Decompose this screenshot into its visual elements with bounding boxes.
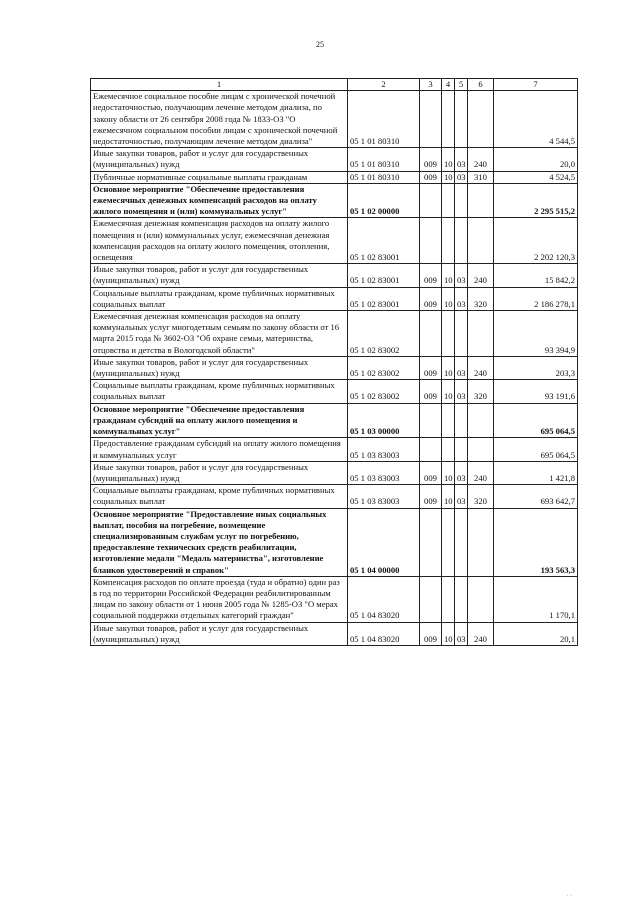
- grbs-cell: 009: [420, 380, 442, 403]
- table-row: [91, 622, 578, 645]
- expense-type-cell: 240: [468, 356, 494, 379]
- section-cell: [442, 91, 455, 148]
- grbs-cell: [420, 311, 442, 357]
- grbs-cell: 009: [420, 171, 442, 183]
- section-cell: [442, 218, 455, 264]
- table-row-main-activity: [91, 403, 578, 438]
- expense-type-cell: 240: [468, 461, 494, 484]
- table-row: [91, 438, 578, 461]
- target-article-cell: 05 1 01 80310: [348, 171, 420, 183]
- amount-cell: 4 524,5: [494, 171, 578, 183]
- target-article-cell: 05 1 04 00000: [348, 508, 420, 576]
- target-article-cell: 05 1 02 83002: [348, 356, 420, 379]
- target-article-cell: 05 1 03 83003: [348, 485, 420, 508]
- row-name-cell: Компенсация расходов по оплате проезда (туда и обратно) один раз в год по территории Российской Федерации реабилитированным лицам по закону области от 1 июня 2005 года № 1285-ОЗ "О мерах социальной поддержки отдельных категорий граждан": [91, 576, 348, 622]
- table-row: [91, 264, 578, 287]
- table-row: [91, 311, 578, 357]
- row-name-cell: Социальные выплаты гражданам, кроме публичных нормативных социальных выплат: [91, 380, 348, 403]
- row-name-cell: Основное мероприятие "Обеспечение предоставления гражданам субсидий на оплату жилого помещения и коммунальных услуг": [91, 403, 348, 438]
- row-name-cell: Иные закупки товаров, работ и услуг для государственных (муниципальных) нужд: [91, 264, 348, 287]
- amount-cell: 2 295 515,2: [494, 183, 578, 218]
- row-name-cell: Социальные выплаты гражданам, кроме публичных нормативных социальных выплат: [91, 287, 348, 310]
- row-name-cell: Ежемесячное социальное пособие лицам с хронической почечной недостаточностью, получающим лечение методом диализа, по закону области от 26 сентября 2008 года № 1833-ОЗ "О ежемесячном социальном пособии лицам с хронической почечной недостаточностью, получающим лечение методом диализа": [91, 91, 348, 148]
- grbs-cell: 009: [420, 356, 442, 379]
- table-row: [91, 91, 578, 148]
- row-name-cell: Иные закупки товаров, работ и услуг для государственных (муниципальных) нужд: [91, 461, 348, 484]
- column-header: 5: [455, 79, 468, 91]
- table-row: [91, 461, 578, 484]
- table-row: [91, 380, 578, 403]
- amount-cell: 93 191,6: [494, 380, 578, 403]
- amount-cell: 695 064,5: [494, 403, 578, 438]
- grbs-cell: [420, 438, 442, 461]
- section-cell: 10: [442, 287, 455, 310]
- column-header: 3: [420, 79, 442, 91]
- table-row: [91, 148, 578, 171]
- column-header: 7: [494, 79, 578, 91]
- expense-type-cell: 240: [468, 148, 494, 171]
- section-cell: 10: [442, 380, 455, 403]
- table-row: [91, 576, 578, 622]
- column-header: 2: [348, 79, 420, 91]
- target-article-cell: 05 1 04 83020: [348, 622, 420, 645]
- target-article-cell: 05 1 03 83003: [348, 438, 420, 461]
- section-cell: 10: [442, 485, 455, 508]
- amount-cell: 20,1: [494, 622, 578, 645]
- grbs-cell: 009: [420, 485, 442, 508]
- subsection-cell: 03: [455, 622, 468, 645]
- subsection-cell: [455, 403, 468, 438]
- target-article-cell: 05 1 01 80310: [348, 91, 420, 148]
- row-name-cell: Публичные нормативные социальные выплаты гражданам: [91, 171, 348, 183]
- subsection-cell: [455, 183, 468, 218]
- table-row: [91, 287, 578, 310]
- target-article-cell: 05 1 01 80310: [348, 148, 420, 171]
- expense-type-cell: [468, 403, 494, 438]
- table-row: [91, 171, 578, 183]
- expense-type-cell: 240: [468, 622, 494, 645]
- row-name-cell: Иные закупки товаров, работ и услуг для государственных (муниципальных) нужд: [91, 148, 348, 171]
- amount-cell: 93 394,9: [494, 311, 578, 357]
- target-article-cell: 05 1 04 83020: [348, 576, 420, 622]
- row-name-cell: Ежемесячная денежная компенсация расходов на оплату жилого помещения и (или) коммунальных услуг, ежемесячная денежная компенсация расходов на оплату жилого помещения, отопления, освещения: [91, 218, 348, 264]
- target-article-cell: 05 1 02 00000: [348, 183, 420, 218]
- row-name-cell: Иные закупки товаров, работ и услуг для государственных (муниципальных) нужд: [91, 622, 348, 645]
- amount-cell: 695 064,5: [494, 438, 578, 461]
- grbs-cell: 009: [420, 461, 442, 484]
- section-cell: 10: [442, 622, 455, 645]
- amount-cell: 15 842,2: [494, 264, 578, 287]
- row-name-cell: Основное мероприятие "Обеспечение предоставления ежемесячных денежных компенсаций расходов на оплату жилого помещения и (или) коммунальных услуг": [91, 183, 348, 218]
- amount-cell: 20,0: [494, 148, 578, 171]
- subsection-cell: [455, 576, 468, 622]
- section-cell: [442, 311, 455, 357]
- row-name-cell: Основное мероприятие "Предоставление иных социальных выплат, пособия на погребение, возмещение специализированным службам услуг по погребению, предоставление технических средств реабилитации, изготовление медали "Медаль материнства", изготовление бланков удостоверений и справок": [91, 508, 348, 576]
- section-cell: [442, 576, 455, 622]
- expense-type-cell: [468, 91, 494, 148]
- target-article-cell: 05 1 02 83001: [348, 287, 420, 310]
- table-row-main-activity: [91, 508, 578, 576]
- row-name-cell: Ежемесячная денежная компенсация расходов на оплату коммунальных услуг многодетным семьям по закону области от 16 марта 2015 года № 3602-ОЗ "Об охране семьи, материнства, отцовства и детства в Вологодской области": [91, 311, 348, 357]
- section-cell: 10: [442, 356, 455, 379]
- subsection-cell: [455, 91, 468, 148]
- page-number: 25: [316, 40, 324, 49]
- grbs-cell: [420, 218, 442, 264]
- section-cell: [442, 508, 455, 576]
- amount-cell: 2 186 278,1: [494, 287, 578, 310]
- row-name-cell: Иные закупки товаров, работ и услуг для государственных (муниципальных) нужд: [91, 356, 348, 379]
- subsection-cell: 03: [455, 148, 468, 171]
- expense-type-cell: [468, 311, 494, 357]
- row-name-cell: Социальные выплаты гражданам, кроме публичных нормативных социальных выплат: [91, 485, 348, 508]
- table-row: [91, 356, 578, 379]
- column-header: 1: [91, 79, 348, 91]
- amount-cell: 203,3: [494, 356, 578, 379]
- budget-table: [90, 78, 578, 646]
- row-name-cell: Предоставление гражданам субсидий на оплату жилого помещения и коммунальных услуг: [91, 438, 348, 461]
- target-article-cell: 05 1 02 83001: [348, 264, 420, 287]
- amount-cell: 4 544,5: [494, 91, 578, 148]
- grbs-cell: 009: [420, 622, 442, 645]
- grbs-cell: [420, 508, 442, 576]
- subsection-cell: 03: [455, 485, 468, 508]
- section-cell: 10: [442, 264, 455, 287]
- section-cell: [442, 438, 455, 461]
- column-header: 6: [468, 79, 494, 91]
- expense-type-cell: [468, 218, 494, 264]
- table-row-main-activity: [91, 183, 578, 218]
- section-cell: [442, 403, 455, 438]
- section-cell: 10: [442, 148, 455, 171]
- subsection-cell: 03: [455, 461, 468, 484]
- subsection-cell: 03: [455, 356, 468, 379]
- expense-type-cell: [468, 438, 494, 461]
- target-article-cell: 05 1 03 00000: [348, 403, 420, 438]
- target-article-cell: 05 1 03 83003: [348, 461, 420, 484]
- amount-cell: 193 563,3: [494, 508, 578, 576]
- subsection-cell: 03: [455, 380, 468, 403]
- section-cell: 10: [442, 171, 455, 183]
- subsection-cell: [455, 218, 468, 264]
- subsection-cell: [455, 438, 468, 461]
- subsection-cell: 03: [455, 171, 468, 183]
- grbs-cell: 009: [420, 287, 442, 310]
- column-header: 4: [442, 79, 455, 91]
- table-row: [91, 485, 578, 508]
- target-article-cell: 05 1 02 83001: [348, 218, 420, 264]
- table-row: [91, 218, 578, 264]
- expense-type-cell: 320: [468, 380, 494, 403]
- scan-artifact: · ·: [566, 893, 572, 899]
- amount-cell: 693 642,7: [494, 485, 578, 508]
- expense-type-cell: [468, 183, 494, 218]
- amount-cell: 2 202 120,3: [494, 218, 578, 264]
- grbs-cell: [420, 183, 442, 218]
- grbs-cell: 009: [420, 264, 442, 287]
- subsection-cell: [455, 311, 468, 357]
- expense-type-cell: 320: [468, 287, 494, 310]
- amount-cell: 1 421,8: [494, 461, 578, 484]
- grbs-cell: 009: [420, 148, 442, 171]
- grbs-cell: [420, 403, 442, 438]
- subsection-cell: 03: [455, 287, 468, 310]
- grbs-cell: [420, 576, 442, 622]
- section-cell: [442, 183, 455, 218]
- subsection-cell: 03: [455, 264, 468, 287]
- grbs-cell: [420, 91, 442, 148]
- expense-type-cell: 310: [468, 171, 494, 183]
- amount-cell: 1 170,1: [494, 576, 578, 622]
- expense-type-cell: 240: [468, 264, 494, 287]
- subsection-cell: [455, 508, 468, 576]
- expense-type-cell: 320: [468, 485, 494, 508]
- target-article-cell: 05 1 02 83002: [348, 311, 420, 357]
- target-article-cell: 05 1 02 83002: [348, 380, 420, 403]
- expense-type-cell: [468, 508, 494, 576]
- expense-type-cell: [468, 576, 494, 622]
- header-row: [91, 79, 578, 91]
- section-cell: 10: [442, 461, 455, 484]
